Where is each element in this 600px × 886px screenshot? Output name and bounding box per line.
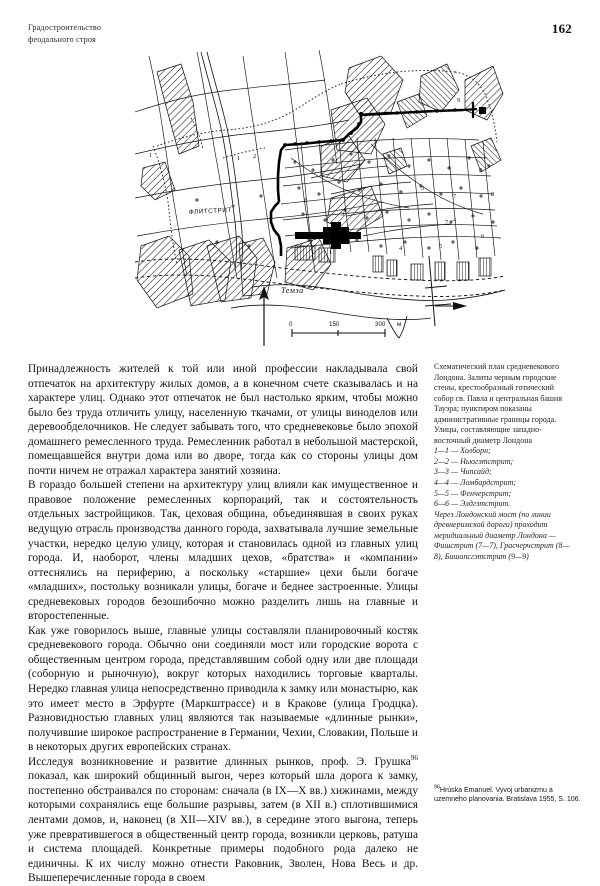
page-number: 162 (551, 21, 572, 36)
footnote-marker: 96 (434, 784, 440, 791)
map-label-fleet-street: ФЛИТСТРИТ (188, 206, 232, 216)
legend-item-4: 4—4 — Ломбардстрит; (434, 478, 517, 488)
map-marker-4-west: 4 (399, 245, 403, 252)
legend-item-1: 1—1 — Холборн; (434, 446, 491, 456)
map-marker-1-west: 1 (149, 152, 153, 159)
legend-item-6: 6—6 — Элдгэтстрит. (434, 499, 511, 509)
figure-caption-column (434, 362, 574, 562)
footnote-96 (434, 786, 584, 804)
map-marker-6: 6 (481, 233, 485, 240)
map-marker-1-east: 1 (237, 155, 241, 162)
map-scale-tick-150: 150 (329, 321, 340, 328)
figure-caption-legend (434, 425, 574, 562)
body-paragraph-2: В гораздо большей степени на архитектуру улиц влияли как имущественное и правовое положение ремесленных корпораций, так и состоятельность отдельных застройщиков. Так, цеховая община, объединявшая в своих руках ведущую отрасль производства данного города, захватывала лучшие земельные участки, нередко целую улицу, которая и становилась одной из главных улиц города. И, наоборот, члены младших цехов, «братства» и «компании» оттеснялись на периферию, а поскольку «старшие» цехи были богаче «младших», постольку возникали улицы, богаче и беднее застроенные. Улицы средневековых городов безошибочно можно разделить лишь на главные и второстепенные. (28, 479, 418, 623)
map-marker-7: 7 (453, 193, 457, 200)
map-scale-unit: м (397, 321, 402, 328)
map-marker-2-east: 2 (303, 197, 307, 204)
map-tower-of-london (479, 107, 486, 114)
running-head (28, 22, 101, 45)
running-head-line-1: Градостроительство (28, 23, 102, 32)
legend-item-3: 3—3 — Чипсайд; (434, 467, 492, 477)
body-paragraph-3: Как уже говорилось выше, главные улицы составляли планировочный костяк средневекового города. Обычно они соединяли мост или городские ворота с общественным центром города, представлявшим собой одну или две площади (соборную и рыночную), вокруг которых находились торговые кварталы. Нередко главная улица непосредственно приводила к замку или монастырю, как это имеет место в Эрфурте (Маркштрассе) и в Кракове (улица Гродцка). Разновидностью главных улиц являются так называемые «длинные рынки», получившие широкое распространение в Германии, Чехии, Словакии, Польше и в некоторых других европейских странах. (28, 624, 418, 754)
legend-item-2: 2—2 — Ньюгэтстрит; (434, 456, 514, 466)
legend-tail: Через Лондонский мост (по линии древнеримской дороги) проходит меридиальный диаметр Лондона — Фишстрит (7—7), Грасчерчстрит (8—8), Бишопсгэтстрит (9—9) (434, 509, 570, 561)
figure-caption-text: Схематический план средневекового Лондона. Залиты черным городские стены, крестообразный готический собор св. Павла и центральная башня Тауэра; пунктиром показаны административные границы города. (434, 362, 562, 424)
map-marker-3-east: 3 (421, 185, 425, 192)
map-marker-3-west: 3 (341, 211, 345, 218)
running-head-line-2: феодального строя (28, 34, 96, 44)
body-paragraph-4 (28, 755, 418, 886)
figure-map-medieval-london (135, 50, 505, 350)
footnote-reference-96: 96 (410, 753, 418, 762)
map-scale-tick-0: 0 (289, 321, 293, 328)
body-paragraph-4-part-2: показал, как широкий общинный выгон, через который шла дорога к замку, постепенно обстраивался по сторонам: сначала (в IX—X вв.) хижинами, между которыми сохранялись еще большие разрывы, затем (в XII в.) сплотившимися лентами домов, и, наконец (в XII—XIV вв.), в середине этого выгона, теперь уже превратившегося в общественный центр города, возникли церковь, ратуша и система площадей. Конкретные примеры подобного рода далеко не единичны. К их числу можно отнести Раковник, Зволен, Нова Весь и др. Вышеперечисленные города в своем (28, 770, 418, 885)
map-marker-8: 8 (479, 167, 483, 174)
map-marker-8b: 8 (491, 191, 495, 198)
body-paragraph-1: Принадлежность жителей к той или иной профессии накладывала свой отпечаток на архитектуру жилых домов, а в конечном счете сказывалась и на характере улиц. Однако этот отпечаток не был настолько ярким, чтобы можно было без труда отличить улицу, населенную ткачами, от улицы виноделов или деревообделочников. Не следует забывать того, что средневековье было эпохой домашнего ремесленного труда. Ремесленник работал в небольшой мастерской, помещавшейся внутри дома или во дворе, тогда как со стороны улицы дом почти ничем не отражал характера занятий хозяина. (28, 363, 418, 477)
map-marker-9: 9 (457, 97, 461, 104)
legend-intro: Улицы, составляющие западно-восточный диаметр Лондона (434, 425, 542, 445)
map-scale-bar (292, 329, 385, 337)
map-flow-arrow (453, 302, 467, 310)
map-marker-4-east: 4 (453, 217, 457, 224)
body-paragraph-4-part-1: Исследуя возникновение и развитие длинных рынков, проф. Э. Грушка (28, 755, 411, 768)
footnote-text: Hrúska Emanuel. Vyvoj urbanizmu a uzemneho planovania. Bratislava 1955, S. 106. (434, 786, 581, 803)
legend-item-5: 5—5 — Фенчерстрит; (434, 488, 512, 498)
map-background (135, 50, 505, 346)
map-marker-5: 5 (439, 243, 443, 250)
map-marker-2-west: 2 (253, 153, 257, 160)
body-text-column (28, 362, 418, 886)
map-marker-7b: 7 (445, 219, 449, 226)
map-scale-tick-300: 300 (375, 321, 386, 328)
map-label-thames: Темза (281, 286, 304, 295)
